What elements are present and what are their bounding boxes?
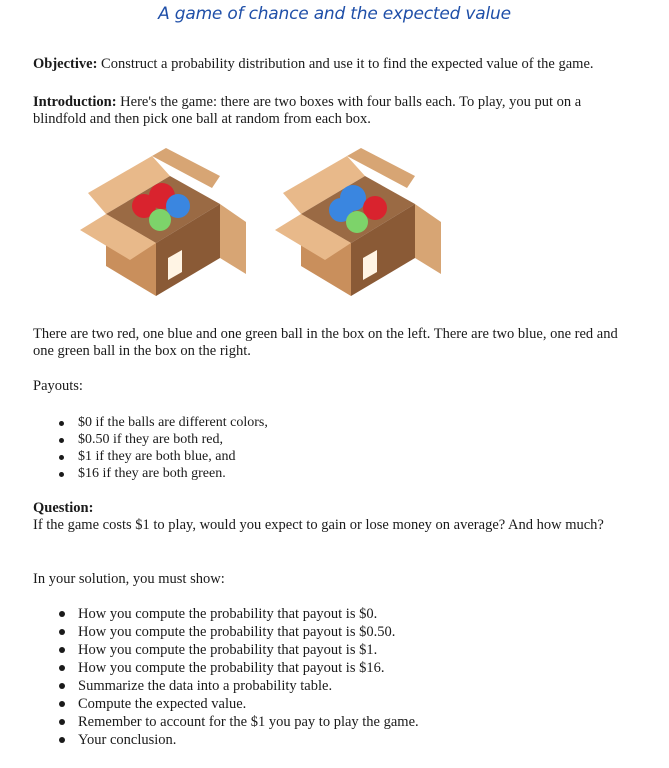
question-paragraph bbox=[33, 500, 633, 534]
list-item: Your conclusion. bbox=[56, 731, 419, 749]
list-item: $0.50 if they are both red, bbox=[56, 431, 268, 448]
question-text: If the game costs $1 to play, would you expect to gain or lose money on average? And how much? bbox=[33, 517, 604, 533]
bullet-icon bbox=[59, 683, 65, 689]
bullet-icon bbox=[59, 629, 65, 635]
bullet-icon bbox=[59, 701, 65, 707]
objective-text: Construct a probability distribution and use it to find the expected value of the game. bbox=[97, 56, 594, 72]
list-item: How you compute the probability that payout is $1. bbox=[56, 641, 419, 659]
bullet-icon bbox=[59, 438, 64, 443]
right-green-ball bbox=[346, 211, 368, 233]
list-item: $1 if they are both blue, and bbox=[56, 448, 268, 465]
payouts-list bbox=[56, 414, 268, 482]
list-item: Summarize the data into a probability table. bbox=[56, 677, 419, 695]
left-blue-ball bbox=[166, 194, 190, 218]
bullet-icon bbox=[59, 737, 65, 743]
solution-label: In your solution, you must show: bbox=[33, 571, 225, 587]
right-box-illustration bbox=[265, 148, 450, 298]
list-item: $16 if they are both green. bbox=[56, 465, 268, 482]
introduction-paragraph bbox=[33, 94, 633, 128]
question-label: Question: bbox=[33, 500, 94, 516]
introduction-text: Here's the game: there are two boxes with four balls each. To play, you put on a blindfold and then pick one ball at random from each box. bbox=[33, 94, 582, 127]
objective-paragraph bbox=[33, 56, 633, 73]
left-green-ball bbox=[149, 209, 171, 231]
list-item: $0 if the balls are different colors, bbox=[56, 414, 268, 431]
payouts-label: Payouts: bbox=[33, 378, 83, 394]
bullet-icon bbox=[59, 719, 65, 725]
boxes-illustration bbox=[70, 148, 490, 308]
page-title: A game of chance and the expected value bbox=[158, 4, 511, 24]
bullet-icon bbox=[59, 647, 65, 653]
bullet-icon bbox=[59, 455, 64, 460]
right-red-ball bbox=[363, 196, 387, 220]
list-item: How you compute the probability that payout is $16. bbox=[56, 659, 419, 677]
list-item: How you compute the probability that payout is $0. bbox=[56, 605, 419, 623]
introduction-label: Introduction: bbox=[33, 94, 117, 110]
solution-requirements-list bbox=[56, 605, 419, 749]
list-item: Remember to account for the $1 you pay to play the game. bbox=[56, 713, 419, 731]
bullet-icon bbox=[59, 665, 65, 671]
list-item: How you compute the probability that payout is $0.50. bbox=[56, 623, 419, 641]
box-contents-description: There are two red, one blue and one green ball in the box on the left. There are two blue, one red and one green ball in the box on the right. bbox=[33, 326, 618, 359]
left-box-side-flap bbox=[220, 204, 246, 274]
left-box-illustration bbox=[70, 148, 255, 298]
bullet-icon bbox=[59, 611, 65, 617]
objective-label: Objective: bbox=[33, 56, 98, 72]
bullet-icon bbox=[59, 472, 64, 477]
list-item: Compute the expected value. bbox=[56, 695, 419, 713]
bullet-icon bbox=[59, 421, 64, 426]
right-box-side-flap bbox=[415, 204, 441, 274]
